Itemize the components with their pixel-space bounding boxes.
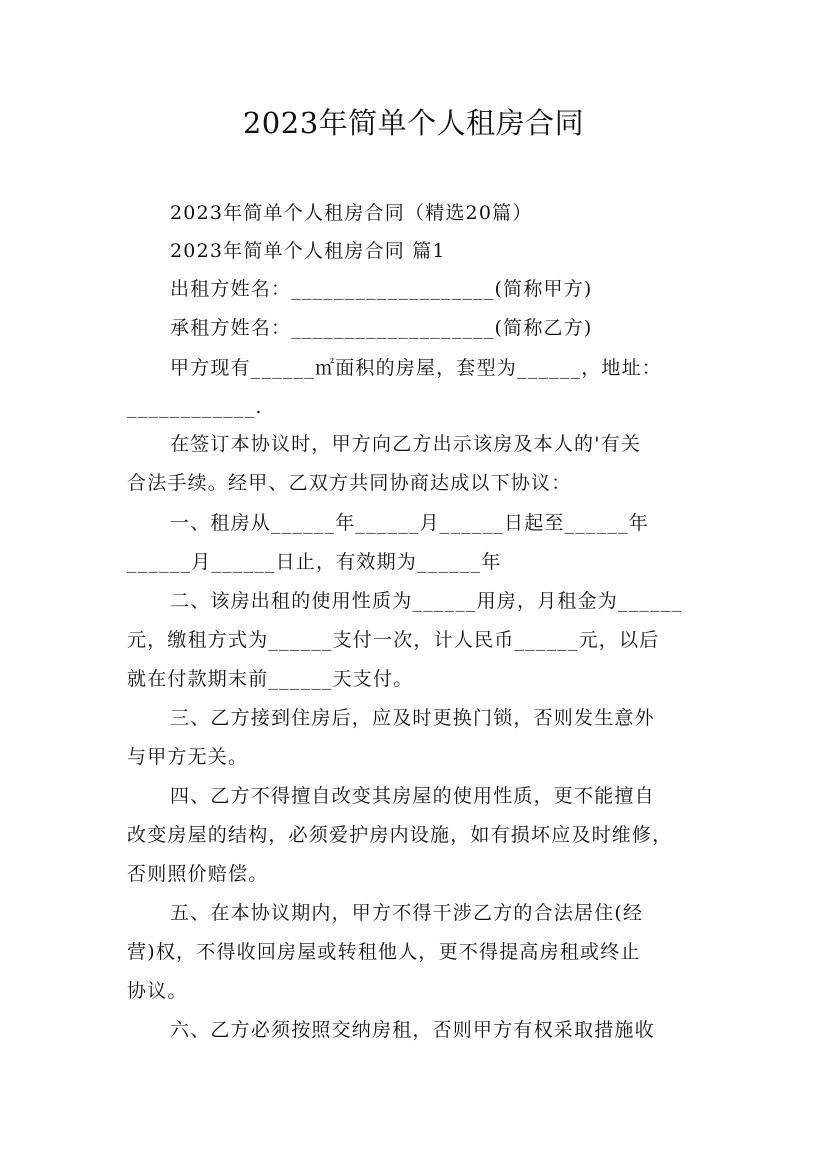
clause-3-line: 与甲方无关。	[127, 746, 249, 768]
clause-2-line: 就在付款期末前______天支付。	[127, 668, 414, 690]
clause-1-line: ______月______日止，有效期为______年	[127, 551, 502, 573]
clause-4-line: 否则照价赔偿。	[127, 863, 269, 885]
lessee-name-line: 承租方姓名：___________________(简称乙方)	[170, 317, 593, 339]
address-line: ____________.	[127, 396, 263, 418]
section-heading: 2023年简单个人租房合同 篇1	[170, 240, 446, 262]
lessor-name-line: 出租方姓名：___________________(简称甲方)	[170, 278, 593, 300]
clause-4-line: 四、乙方不得擅自改变其房屋的使用性质，更不能擅自	[170, 785, 655, 807]
clause-6-line: 六、乙方必须按照交纳房租，否则甲方有权采取措施收	[170, 1019, 655, 1041]
clause-5-line: 五、在本协议期内，甲方不得干涉乙方的合法居住(经	[170, 902, 644, 924]
paragraph-line: 合法手续。经甲、乙双方共同协商达成以下协议：	[127, 472, 572, 494]
clause-5-line: 协议。	[127, 980, 188, 1002]
clause-2-line: 元，缴租方式为______支付一次，计人民币______元，以后	[127, 629, 660, 651]
clause-1-line: 一、租房从______年______月______日起至______年	[170, 512, 650, 534]
property-line: 甲方现有______㎡面积的房屋，套型为______，地址：	[170, 357, 663, 379]
clause-2-line: 二、该房出租的使用性质为______用房，月租金为______	[170, 590, 683, 612]
clause-5-line: 营)权，不得收回房屋或转租他人，更不得提高房租或终止	[127, 941, 641, 963]
subtitle-line: 2023年简单个人租房合同（精选20篇）	[170, 202, 533, 224]
clause-4-line: 改变房屋的结构，必须爱护房内设施，如有损坏应及时维修，	[127, 824, 673, 846]
paragraph-line: 在签订本协议时，甲方向乙方出示该房及本人的'有关	[170, 433, 642, 455]
clause-3-line: 三、乙方接到住房后，应及时更换门锁，否则发生意外	[170, 707, 655, 729]
document-title: 2023年简单个人租房合同	[242, 106, 585, 140]
